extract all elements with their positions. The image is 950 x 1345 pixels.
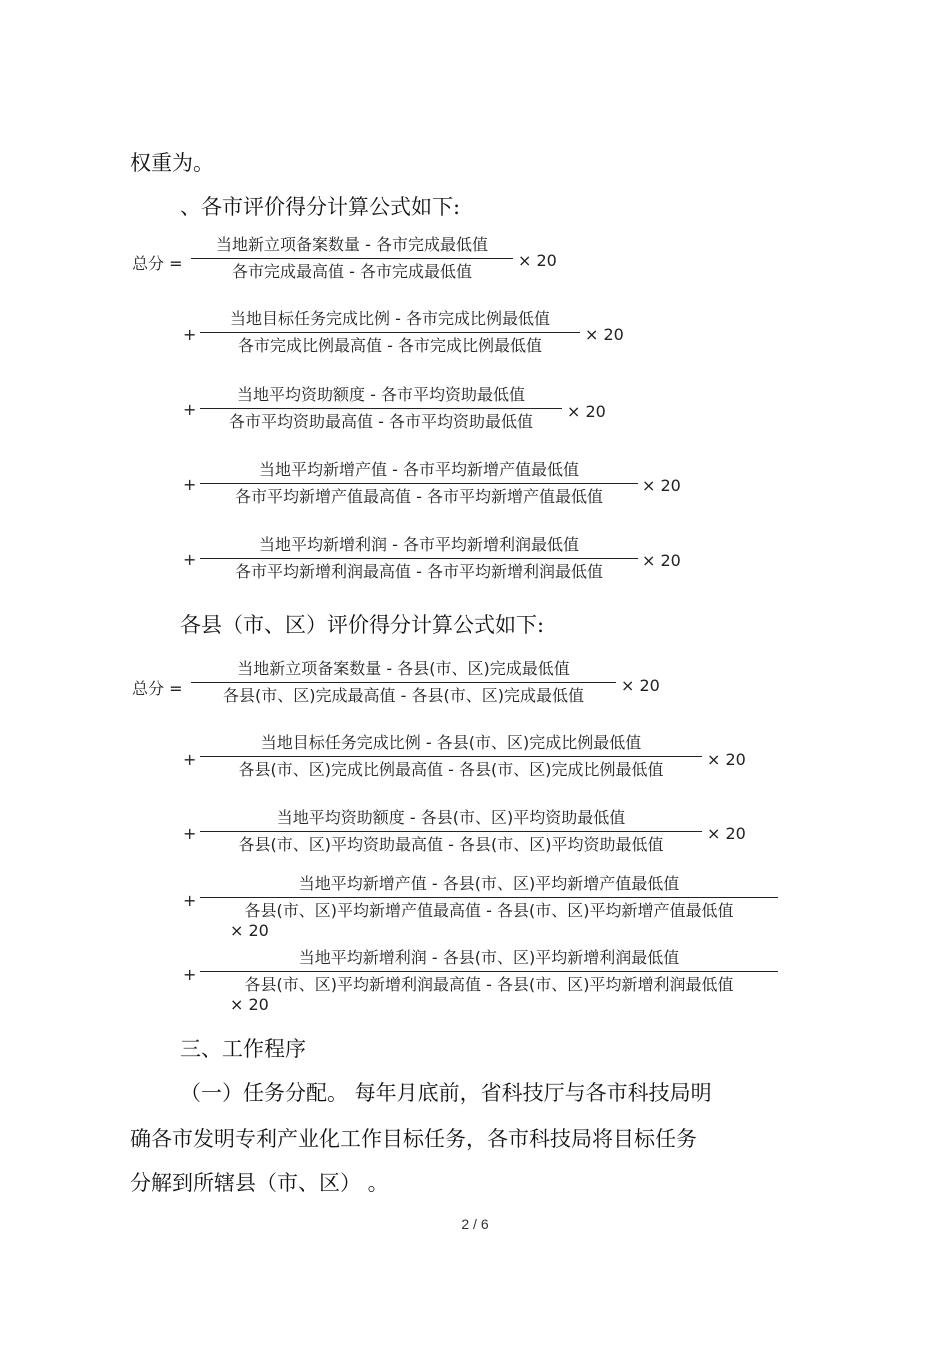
multiplier: × 20	[642, 476, 681, 495]
multiplier: × 20	[230, 995, 269, 1014]
county-term-4-fraction	[200, 872, 778, 923]
intro-text: 权重为。	[130, 151, 214, 175]
fraction-denominator: 各市平均新增利润最高值 - 各市平均新增利润最低值	[235, 562, 603, 581]
fraction-bar	[200, 558, 638, 559]
fraction-denominator: 各市平均新增产值最高值 - 各市平均新增产值最低值	[235, 487, 603, 506]
page-number: 2 / 6	[461, 1216, 489, 1232]
fraction-bar	[191, 682, 616, 683]
plus-sign: +	[183, 750, 197, 769]
paragraph-line-1: （一）任务分配。 每年月底前，省科技厅与各市科技局明	[180, 1081, 712, 1105]
fraction-numerator: 当地新立项备案数量 - 各县(市、区)完成最低值	[237, 659, 570, 678]
fraction-denominator: 各县(市、区)平均新增产值最高值 - 各县(市、区)平均新增产值最低值	[244, 901, 734, 920]
fraction-bar	[200, 897, 778, 898]
multiplier: × 20	[621, 676, 660, 695]
multiplier: × 20	[230, 921, 269, 940]
city-term-4-fraction	[200, 458, 638, 509]
multiplier: × 20	[518, 251, 557, 270]
fraction-denominator: 各县(市、区)平均资助最高值 - 各县(市、区)平均资助最低值	[238, 835, 664, 854]
fraction-numerator: 当地目标任务完成比例 - 各市完成比例最低值	[230, 309, 550, 328]
county-term-5-fraction	[200, 946, 778, 997]
multiplier: × 20	[642, 551, 681, 570]
city-term-3-fraction	[200, 383, 562, 434]
fraction-numerator: 当地平均新增利润 - 各市平均新增利润最低值	[259, 535, 579, 554]
fraction-numerator: 当地平均新增产值 - 各县(市、区)平均新增产值最低值	[298, 874, 680, 893]
plus-sign: +	[183, 325, 197, 344]
fraction-bar	[200, 971, 778, 972]
plus-sign: +	[183, 891, 197, 910]
city-term-5-fraction	[200, 533, 638, 584]
county-formula-heading: 各县（市、区）评价得分计算公式如下:	[180, 613, 545, 637]
fraction-numerator: 当地平均资助额度 - 各县(市、区)平均资助最低值	[276, 808, 626, 827]
multiplier: × 20	[567, 402, 606, 421]
fraction-denominator: 各市完成比例最高值 - 各市完成比例最低值	[238, 336, 542, 355]
total-score-label: 总分 =	[132, 679, 183, 698]
city-formula-heading: 、各市评价得分计算公式如下:	[180, 195, 461, 219]
plus-sign: +	[183, 550, 197, 569]
fraction-bar	[200, 831, 702, 832]
city-term-2-fraction	[200, 307, 580, 358]
section-3-heading: 三、工作程序	[180, 1037, 306, 1061]
total-score-label: 总分 =	[132, 254, 183, 273]
fraction-denominator: 各县(市、区)平均新增利润最高值 - 各县(市、区)平均新增利润最低值	[244, 975, 734, 994]
plus-sign: +	[183, 400, 197, 419]
plus-sign: +	[183, 475, 197, 494]
fraction-denominator: 各市完成最高值 - 各市完成最低值	[232, 262, 472, 281]
fraction-numerator: 当地新立项备案数量 - 各市完成最低值	[216, 235, 488, 254]
fraction-bar	[200, 332, 580, 333]
fraction-numerator: 当地平均新增利润 - 各县(市、区)平均新增利润最低值	[298, 948, 680, 967]
multiplier: × 20	[707, 824, 746, 843]
fraction-denominator: 各县(市、区)完成最高值 - 各县(市、区)完成最低值	[223, 686, 584, 705]
fraction-bar	[200, 756, 702, 757]
fraction-numerator: 当地平均新增产值 - 各市平均新增产值最低值	[259, 460, 579, 479]
plus-sign: +	[183, 824, 197, 843]
county-term-1-fraction	[191, 657, 616, 708]
county-term-3-fraction	[200, 806, 702, 857]
plus-sign: +	[183, 965, 197, 984]
fraction-numerator: 当地平均资助额度 - 各市平均资助最低值	[237, 385, 525, 404]
multiplier: × 20	[585, 325, 624, 344]
city-term-1-fraction	[191, 233, 513, 284]
fraction-bar	[200, 408, 562, 409]
paragraph-line-2: 确各市发明专利产业化工作目标任务，各市科技局将目标任务	[130, 1127, 697, 1151]
multiplier: × 20	[707, 750, 746, 769]
fraction-bar	[191, 258, 513, 259]
fraction-bar	[200, 483, 638, 484]
fraction-numerator: 当地目标任务完成比例 - 各县(市、区)完成比例最低值	[260, 733, 642, 752]
fraction-denominator: 各市平均资助最高值 - 各市平均资助最低值	[229, 412, 533, 431]
paragraph-line-3: 分解到所辖县（市、区） 。	[130, 1171, 389, 1195]
fraction-denominator: 各县(市、区)完成比例最高值 - 各县(市、区)完成比例最低值	[238, 760, 664, 779]
county-term-2-fraction	[200, 731, 702, 782]
